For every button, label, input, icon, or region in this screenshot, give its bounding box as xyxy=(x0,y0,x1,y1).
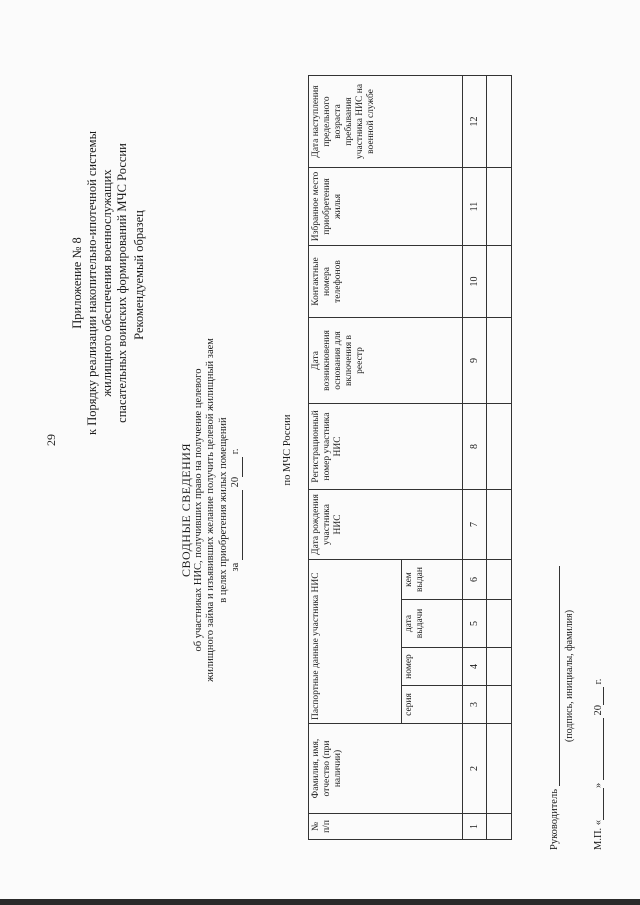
header-phones: Контактные номера телефонов xyxy=(309,246,463,318)
table-cell[interactable] xyxy=(487,814,512,840)
heading-line: жилищного займа и изъявивших желание получить целевой жилищный заем xyxy=(205,338,216,682)
column-number: 1 xyxy=(463,814,487,840)
column-number: 11 xyxy=(463,168,487,246)
column-number: 10 xyxy=(463,246,487,318)
header-name: Фамилия, имя, отчество (при наличии) xyxy=(309,724,463,814)
day-blank[interactable] xyxy=(592,788,604,820)
month-blank[interactable] xyxy=(592,718,604,780)
year-blank[interactable] xyxy=(232,457,243,477)
table-cell[interactable] xyxy=(487,168,512,246)
table-cell[interactable] xyxy=(487,686,512,724)
stamp-mp: М.П. « xyxy=(593,819,604,850)
heading-line: об участниках НИС, получивших право на получение целевого xyxy=(192,368,204,652)
appendix-header xyxy=(70,88,130,478)
table-cell[interactable] xyxy=(487,600,512,648)
column-number: 7 xyxy=(463,490,487,560)
header-passport-series: серия xyxy=(402,686,463,724)
document-sheet xyxy=(20,0,620,890)
signature-line[interactable] xyxy=(548,566,560,786)
period-line xyxy=(230,290,243,730)
table-cell[interactable] xyxy=(487,404,512,490)
period-blank[interactable] xyxy=(232,490,243,560)
column-number: 8 xyxy=(463,404,487,490)
column-number-row xyxy=(463,76,487,840)
header-passport-issuer: кем выдан xyxy=(402,560,463,600)
stamp-year-blank[interactable] xyxy=(592,687,604,705)
table-cell[interactable] xyxy=(487,648,512,686)
header-passport: Паспортные данные участника НИС xyxy=(309,560,402,724)
page-number: 29 xyxy=(44,434,58,446)
appendix-line: Приложение № 8 xyxy=(70,237,84,329)
header-num: № п/п xyxy=(309,814,463,840)
column-number: 3 xyxy=(463,686,487,724)
signature-label: Руководитель xyxy=(549,789,560,850)
signature-caption: (подпись, инициалы, фамилия) xyxy=(564,609,575,742)
appendix-line: спасательных воинских формирований МЧС России xyxy=(115,143,129,423)
period-prefix: за xyxy=(230,562,241,572)
sample-label: Рекомендуемый образец xyxy=(132,210,146,340)
table-cell[interactable] xyxy=(487,490,512,560)
period-suffix: г. xyxy=(230,448,241,455)
summary-table xyxy=(308,75,512,840)
table-cell[interactable] xyxy=(487,560,512,600)
stamp-year: 20 xyxy=(593,704,604,716)
table-row xyxy=(487,76,512,840)
table-cell[interactable] xyxy=(487,246,512,318)
stamp-close-quote: » xyxy=(593,782,604,788)
column-number: 2 xyxy=(463,724,487,814)
period-year: 20 xyxy=(230,476,241,488)
column-number: 5 xyxy=(463,600,487,648)
column-number: 6 xyxy=(463,560,487,600)
column-number: 4 xyxy=(463,648,487,686)
table-cell[interactable] xyxy=(487,318,512,404)
header-passport-date: дата выдачи xyxy=(402,600,463,648)
header-reg: Регистрационный номер участника НИС xyxy=(309,404,463,490)
header-birth: Дата рождения участника НИС xyxy=(309,490,463,560)
table-cell[interactable] xyxy=(487,724,512,814)
header-place: Избранное место приобретения жилья xyxy=(309,168,463,246)
appendix-line: к Порядку реализации накопительно-ипотечной системы xyxy=(85,131,99,435)
signature-block xyxy=(548,350,575,850)
organization: по МЧС России xyxy=(282,414,293,486)
header-date-basis: Дата возникновения основания для включения в реестр xyxy=(309,318,463,404)
appendix-line: жилищного обеспечения военнослужащих xyxy=(100,169,114,397)
header-age-date: Дата наступления предельного возраста пребывания участника НИС на военной службе xyxy=(309,76,463,168)
column-number: 9 xyxy=(463,318,487,404)
header-passport-number: номер xyxy=(402,648,463,686)
scan-edge xyxy=(0,899,640,905)
stamp-suffix: г. xyxy=(593,678,604,685)
table-cell[interactable] xyxy=(487,76,512,168)
document-title: СВОДНЫЕ СВЕДЕНИЯ xyxy=(179,443,193,577)
stamp-date-line xyxy=(592,350,604,850)
heading-line: в целях приобретения жилых помещений xyxy=(217,417,229,603)
document-heading xyxy=(180,290,243,730)
column-number: 12 xyxy=(463,76,487,168)
